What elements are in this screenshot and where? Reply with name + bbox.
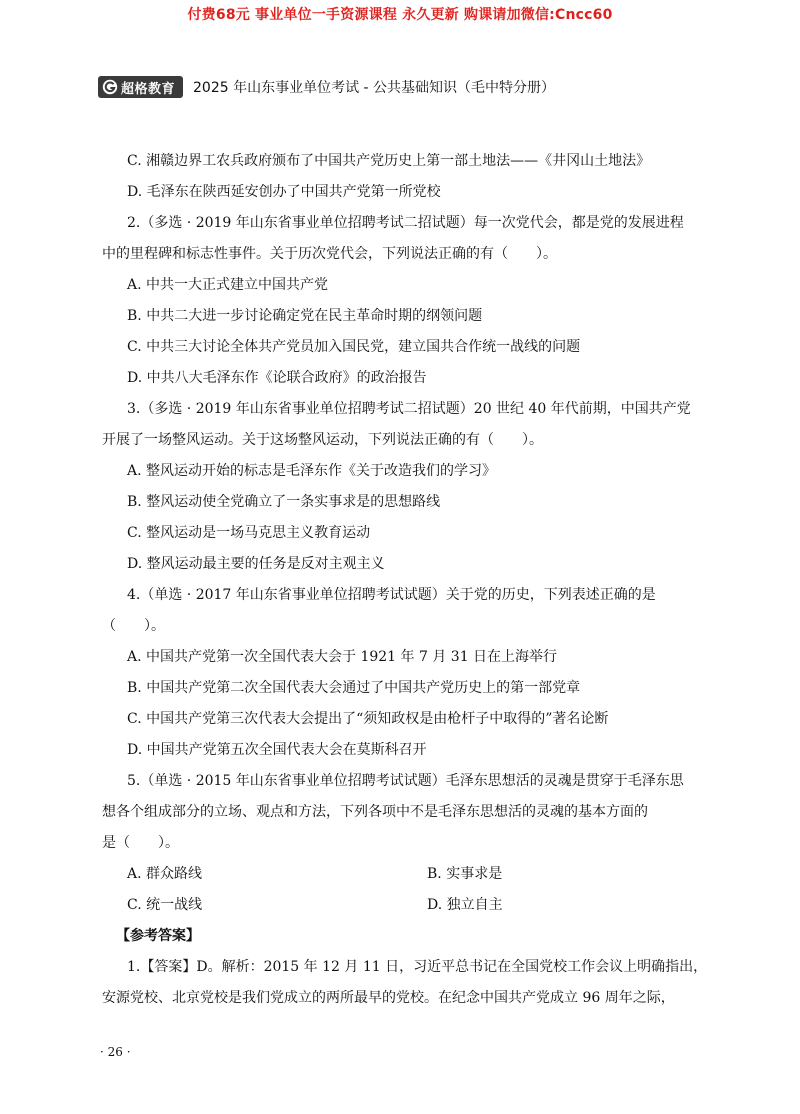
question-stem: 是（ ）。 — [102, 835, 179, 851]
option-row — [102, 859, 702, 890]
answer-line: 1.【答案】D。解析：2015 年 12 月 11 日，习近平总书记在全国党校工作会议上明确指出， — [127, 959, 708, 975]
option-line: C. 中共三大讨论全体共产党员加入国民党，建立国共合作统一战线的问题 — [127, 339, 581, 355]
option-line: D. 中共八大毛泽东作《论联合政府》的政治报告 — [127, 370, 427, 386]
option-line: C. 中国共产党第三次代表大会提出了“须知政权是由枪杆子中取得的”著名论断 — [127, 711, 609, 727]
question-stem: 开展了一场整风运动。关于这场整风运动，下列说法正确的有（ ）。 — [102, 432, 543, 448]
question-stem: （ ）。 — [102, 618, 165, 634]
option-c: C. 统一战线 — [127, 897, 203, 913]
option-line: D. 中国共产党第五次全国代表大会在莫斯科召开 — [127, 742, 427, 758]
option-line: B. 中共二大进一步讨论确定党在民主革命时期的纲领问题 — [127, 308, 483, 324]
option-a: A. 群众路线 — [127, 866, 203, 882]
option-line: D. 整风运动最主要的任务是反对主观主义 — [127, 556, 385, 572]
main-content — [102, 146, 708, 1014]
logo-text: 超格教育 — [121, 81, 176, 97]
option-line: B. 整风运动使全党确立了一条实事求是的思想路线 — [127, 494, 441, 510]
page-number: · 26 · — [100, 1045, 131, 1059]
option-d: D. 独立自主 — [427, 897, 503, 913]
option-line: A. 中国共产党第一次全国代表大会于 1921 年 7 月 31 日在上海举行 — [127, 649, 558, 665]
logo-g-icon — [101, 78, 119, 96]
question-stem: 3.（多选 · 2019 年山东省事业单位招聘考试二招试题）20 世纪 40 年代前期，中国共产党 — [127, 401, 691, 417]
page-header — [98, 74, 708, 100]
question-stem: 4.（单选 · 2017 年山东省事业单位招聘考试试题）关于党的历史，下列表述正确的是 — [127, 587, 656, 603]
watermark-banner: 付费68元 事业单位一手资源课程 永久更新 购课请加微信:Cncc60 — [187, 7, 613, 23]
answer-line: 安源党校、北京党校是我们党成立的两所最早的党校。在纪念中国共产党成立 96 周年之际， — [102, 990, 675, 1006]
option-line: A. 整风运动开始的标志是毛泽东作《关于改造我们的学习》 — [127, 463, 497, 479]
option-line: C. 整风运动是一场马克思主义教育运动 — [127, 525, 371, 541]
option-b: B. 实事求是 — [427, 866, 503, 882]
option-line: B. 中国共产党第二次全国代表大会通过了中国共产党历史上的第一部党章 — [127, 680, 581, 696]
option-line: D. 毛泽东在陕西延安创办了中国共产党第一所党校 — [127, 184, 441, 200]
question-stem: 5.（单选 · 2015 年山东省事业单位招聘考试试题）毛泽东思想活的灵魂是贯穿于毛泽东思 — [127, 773, 684, 789]
option-line: A. 中共一大正式建立中国共产党 — [127, 277, 329, 293]
header-title: 2025 年山东事业单位考试 - 公共基础知识（毛中特分册） — [193, 80, 556, 96]
publisher-logo — [98, 76, 183, 98]
answer-heading: 【参考答案】 — [116, 928, 200, 944]
question-stem: 2.（多选 · 2019 年山东省事业单位招聘考试二招试题）每一次党代会，都是党的发展进程 — [127, 215, 684, 231]
question-stem: 中的里程碑和标志性事件。关于历次党代会，下列说法正确的有（ ）。 — [102, 246, 557, 262]
option-row — [102, 890, 702, 921]
question-stem: 想各个组成部分的立场、观点和方法，下列各项中不是毛泽东思想活的灵魂的基本方面的 — [102, 804, 648, 820]
option-line: C. 湘赣边界工农兵政府颁布了中国共产党历史上第一部土地法——《井冈山土地法》 — [127, 153, 651, 169]
